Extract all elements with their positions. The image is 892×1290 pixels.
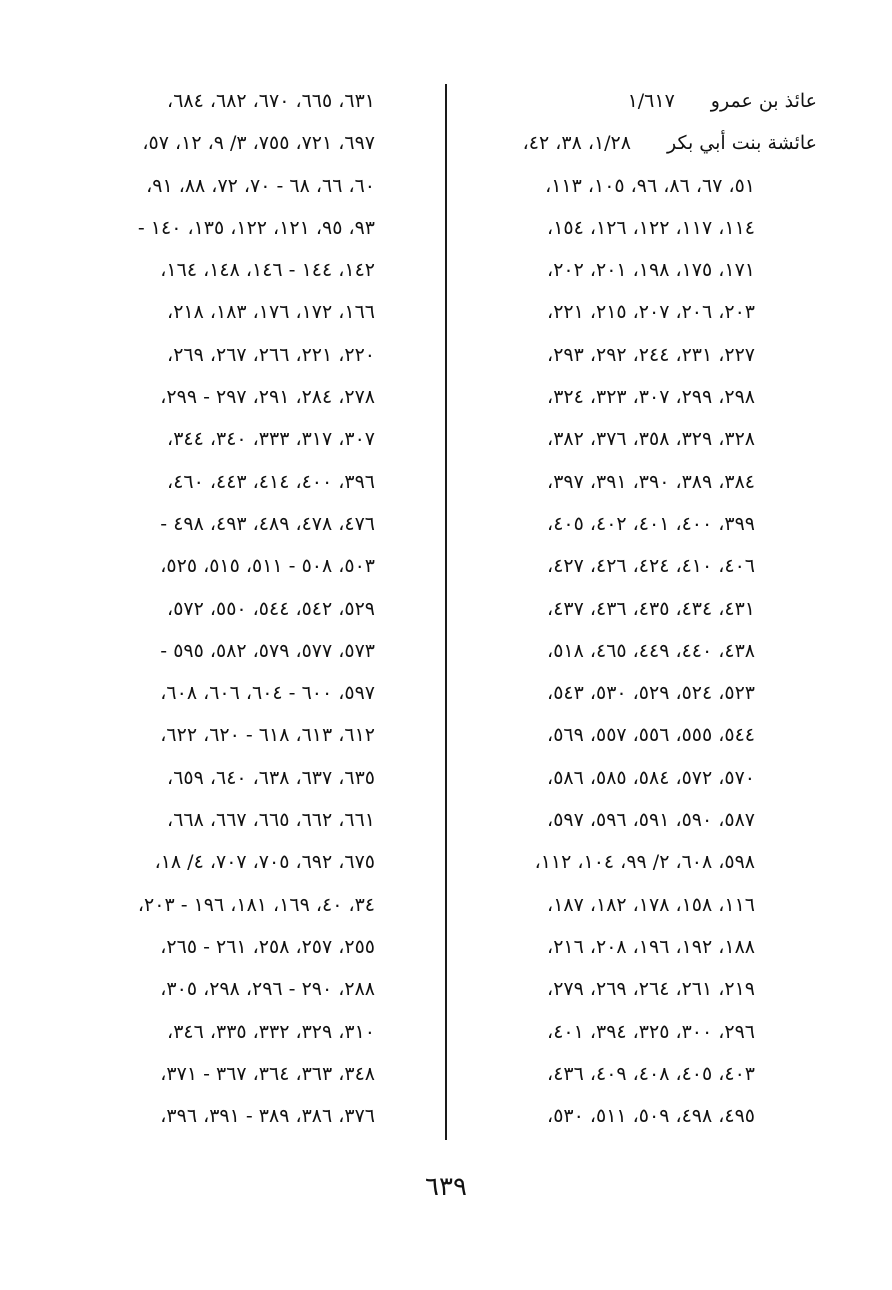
left-column — [60, 80, 375, 1137]
reference-line: ٢٥٥، ٢٥٧، ٢٥٨، ٢٦١ - ٢٦٥، — [160, 935, 375, 958]
reference-line: ٥١، ٦٧، ٨٦، ٩٦، ١٠٥، ١١٣، — [545, 174, 755, 197]
reference-line: ١٨٨، ١٩٢، ١٩٦، ٢٠٨، ٢١٦، — [547, 935, 755, 958]
reference-line: ٢٧٨، ٢٨٤، ٢٩١، ٢٩٧ - ٢٩٩، — [160, 386, 375, 409]
reference-line: ٩٣، ٩٥، ١٢١، ١٢٢، ١٣٥، ١٤٠ - — [137, 216, 375, 239]
right-column — [455, 80, 817, 1137]
reference-line: ١٧١، ١٧٥، ١٩٨، ٢٠١، ٢٠٢، — [547, 259, 755, 282]
reference-line: ٣١٠، ٣٢٩، ٣٣٢، ٣٣٥، ٣٤٦، — [167, 1020, 375, 1043]
reference-line: ١٤٢، ١٤٤ - ١٤٦، ١٤٨، ١٦٤، — [160, 259, 375, 282]
reference-line: ٤٣١، ٤٣٤، ٤٣٥، ٤٣٦، ٤٣٧، — [547, 597, 755, 620]
reference-line: ٥٢٣، ٥٢٤، ٥٢٩، ٥٣٠، ٥٤٣، — [547, 682, 755, 705]
reference-line: ٢٩٨، ٢٩٩، ٣٠٧، ٣٢٣، ٣٢٤، — [547, 386, 755, 409]
reference-line: ١١٤، ١١٧، ١٢٢، ١٢٦، ١٥٤، — [547, 216, 755, 239]
reference-line: ٥٠٣، ٥٠٨ - ٥١١، ٥١٥، ٥٢٥، — [160, 555, 375, 578]
reference-line: ٦٣١، ٦٦٥، ٦٧٠، ٦٨٢، ٦٨٤، — [167, 90, 375, 112]
reference-line: ٥٩٧، ٦٠٠ - ٦٠٤، ٦٠٦، ٦٠٨، — [160, 682, 375, 705]
page-number: ٦٣٩ — [425, 1172, 467, 1202]
reference-line: ٣٧٦، ٣٨٦، ٣٨٩ - ٣٩١، ٣٩٦، — [160, 1105, 375, 1128]
reference-line: ٢٩٦، ٣٠٠، ٣٢٥، ٣٩٤، ٤٠١، — [547, 1020, 755, 1043]
reference-line: ٤٧٦، ٤٧٨، ٤٨٩، ٤٩٣، ٤٩٨ - — [160, 512, 375, 535]
reference-line: ٦٧٥، ٦٩٢، ٧٠٥، ٧٠٧، ٤/ ١٨، — [154, 851, 375, 874]
reference-line: ٣٢٨، ٣٢٩، ٣٥٨، ٣٧٦، ٣٨٢، — [547, 428, 755, 451]
reference-line: ٥٨٧، ٥٩٠، ٥٩١، ٥٩٦، ٥٩٧، — [547, 809, 755, 832]
reference-line: ٦٠، ٦٦، ٦٨ - ٧٠، ٧٢، ٨٨، ٩١، — [146, 174, 375, 197]
reference-line: ٤٩٥، ٤٩٨، ٥٠٩، ٥١١، ٥٣٠، — [547, 1105, 755, 1128]
reference-line: ٣٨٤، ٣٨٩، ٣٩٠، ٣٩١، ٣٩٧، — [547, 470, 755, 493]
index-entry — [455, 122, 817, 164]
reference-line: ٤٠٣، ٤٠٥، ٤٠٨، ٤٠٩، ٤٣٦، — [547, 1062, 755, 1085]
reference-line: ٣٤٨، ٣٦٣، ٣٦٤، ٣٦٧ - ٣٧١، — [160, 1062, 375, 1085]
reference-line: ٣٤، ٤٠، ١٦٩، ١٨١، ١٩٦ - ٢٠٣، — [137, 893, 375, 916]
reference-line: ٤٣٨، ٤٤٠، ٤٤٩، ٤٦٥، ٥١٨، — [547, 639, 755, 662]
reference-line: ٣٩٦، ٤٠٠، ٤١٤، ٤٤٣، ٤٦٠، — [167, 470, 375, 493]
reference-line: ٢٠٣، ٢٠٦، ٢٠٧، ٢١٥، ٢٢١، — [547, 301, 755, 324]
reference-line: ٥٧٣، ٥٧٧، ٥٧٩، ٥٨٢، ٥٩٥ - — [160, 639, 375, 662]
entry-name: عائذ بن عمرو — [710, 90, 817, 112]
reference-line: ٥٤٤، ٥٥٥، ٥٥٦، ٥٥٧، ٥٦٩، — [547, 724, 755, 747]
reference-line: ٣٠٧، ٣١٧، ٣٣٣، ٣٤٠، ٣٤٤، — [167, 428, 375, 451]
reference-line: ٤٠٦، ٤١٠، ٤٢٤، ٤٢٦، ٤٢٧، — [547, 555, 755, 578]
reference-line: ٥٧٠، ٥٧٢، ٥٨٤، ٥٨٥، ٥٨٦، — [547, 766, 755, 789]
reference-line: ٣٩٩، ٤٠٠، ٤٠١، ٤٠٢، ٤٠٥، — [547, 512, 755, 535]
reference-line: ٦١٢، ٦١٣، ٦١٨ - ٦٢٠، ٦٢٢، — [160, 724, 375, 747]
entry-name: عائشة بنت أبي بكر — [666, 132, 817, 155]
reference-line: ٢٢٠، ٢٢١، ٢٦٦، ٢٦٧، ٢٦٩، — [167, 343, 375, 366]
reference-line: ١١٦، ١٥٨، ١٧٨، ١٨٢، ١٨٧، — [547, 893, 755, 916]
reference-line: ٦٦١، ٦٦٢، ٦٦٥، ٦٦٧، ٦٦٨، — [167, 809, 375, 832]
entry-refs: ١/٢٨، ٣٨، ٤٢، — [522, 132, 631, 155]
reference-line: ٥٩٨، ٦٠٨، ٢/ ٩٩، ١٠٤، ١١٢، — [534, 851, 755, 874]
reference-line: ٥٢٩، ٥٤٢، ٥٤٤، ٥٥٠، ٥٧٢، — [167, 597, 375, 620]
reference-line: ٢١٩، ٢٦١، ٢٦٤، ٢٦٩، ٢٧٩، — [547, 978, 755, 1001]
reference-line: ٢٢٧، ٢٣١، ٢٤٤، ٢٩٢، ٢٩٣، — [547, 343, 755, 366]
reference-line: ١٦٦، ١٧٢، ١٧٦، ١٨٣، ٢١٨، — [167, 301, 375, 324]
entry-refs: ١/٦١٧ — [627, 90, 675, 112]
column-divider — [445, 84, 447, 1140]
reference-line: ٢٨٨، ٢٩٠ - ٢٩٦، ٢٩٨، ٣٠٥، — [160, 978, 375, 1001]
reference-line: ٦٣٥، ٦٣٧، ٦٣٨، ٦٤٠، ٦٥٩، — [167, 766, 375, 789]
index-entry — [455, 80, 817, 122]
reference-line: ٦٩٧، ٧٢١، ٧٥٥، ٣/ ٩، ١٢، ٥٧، — [142, 132, 375, 155]
